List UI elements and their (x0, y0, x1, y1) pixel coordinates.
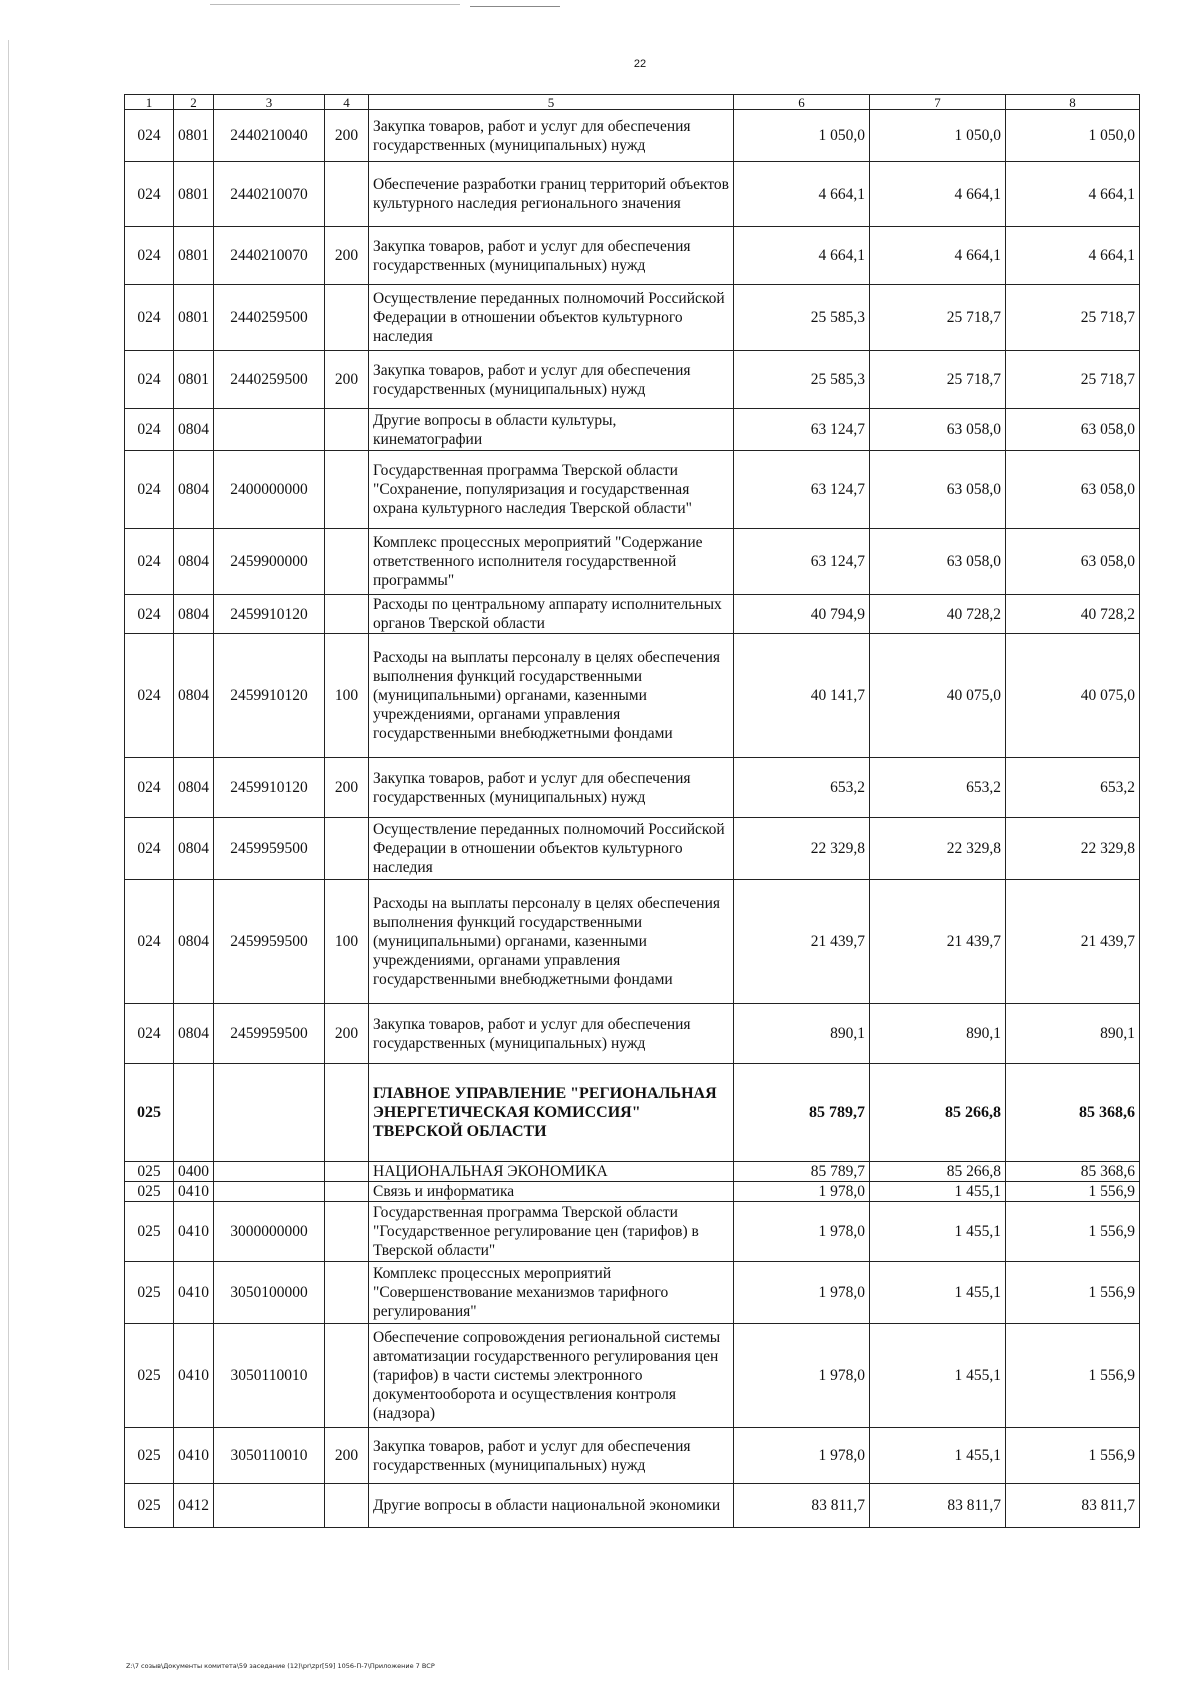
amount-col8-cell: 21 439,7 (1006, 880, 1140, 1004)
section-code-cell: 0804 (174, 451, 214, 529)
file-path-footer: Z:\7 созыв\Документы комитета\59 заседание (12)\pr\zpr[59] 1056-П-7\Приложение 7 ВСР (126, 1662, 435, 1670)
section-code-cell: 0410 (174, 1182, 214, 1202)
amount-col8-cell: 1 556,9 (1006, 1262, 1140, 1324)
description-cell: Закупка товаров, работ и услуг для обеспечения государственных (муниципальных) нужд (369, 227, 734, 285)
agency-code-cell: 025 (125, 1324, 174, 1428)
expense-type-cell: 200 (325, 227, 369, 285)
target-code-cell: 2440210070 (214, 162, 325, 227)
amount-col6-cell: 4 664,1 (734, 227, 870, 285)
expense-type-cell: 100 (325, 880, 369, 1004)
section-code-cell: 0804 (174, 880, 214, 1004)
expense-type-cell: 200 (325, 758, 369, 818)
description-cell: Закупка товаров, работ и услуг для обеспечения государственных (муниципальных) нужд (369, 110, 734, 162)
agency-code-cell: 024 (125, 529, 174, 595)
agency-code-cell: 024 (125, 285, 174, 351)
amount-col7-cell: 890,1 (870, 1004, 1006, 1064)
amount-col8-cell: 40 075,0 (1006, 634, 1140, 758)
expense-type-cell (325, 409, 369, 451)
amount-col7-cell: 63 058,0 (870, 409, 1006, 451)
agency-code-cell: 024 (125, 634, 174, 758)
target-code-cell (214, 1162, 325, 1182)
amount-col6-cell: 83 811,7 (734, 1484, 870, 1528)
target-code-cell: 2440210040 (214, 110, 325, 162)
amount-col8-cell: 1 556,9 (1006, 1202, 1140, 1262)
description-cell: Осуществление переданных полномочий Российской Федерации в отношении объектов культурного наследия (369, 818, 734, 880)
target-code-cell (214, 1484, 325, 1528)
expense-type-cell (325, 162, 369, 227)
budget-table (124, 94, 1140, 1528)
amount-col8-cell: 25 718,7 (1006, 285, 1140, 351)
description-cell: Государственная программа Тверской области "Государственное регулирование цен (тарифов) в Тверской области" (369, 1202, 734, 1262)
agency-code-cell: 024 (125, 880, 174, 1004)
column-header: 5 (369, 95, 734, 110)
amount-col7-cell: 1 455,1 (870, 1182, 1006, 1202)
amount-col6-cell: 22 329,8 (734, 818, 870, 880)
column-header-row (125, 95, 1140, 110)
amount-col6-cell: 40 794,9 (734, 595, 870, 634)
amount-col6-cell: 1 978,0 (734, 1262, 870, 1324)
description-cell: Обеспечение сопровождения региональной системы автоматизации государственного регулирования цен (тарифов) в части системы электронного документооборота и осуществления контроля (надзора) (369, 1324, 734, 1428)
amount-col7-cell: 40 075,0 (870, 634, 1006, 758)
scan-artifact (470, 6, 560, 7)
section-code-cell: 0801 (174, 110, 214, 162)
amount-col7-cell: 1 455,1 (870, 1324, 1006, 1428)
section-code-cell: 0400 (174, 1162, 214, 1182)
target-code-cell (214, 409, 325, 451)
table-row (125, 529, 1140, 595)
agency-code-cell: 024 (125, 451, 174, 529)
amount-col7-cell: 85 266,8 (870, 1162, 1006, 1182)
section-code-cell: 0804 (174, 1004, 214, 1064)
table-row (125, 1162, 1140, 1182)
amount-col7-cell: 1 455,1 (870, 1262, 1006, 1324)
amount-col6-cell: 63 124,7 (734, 529, 870, 595)
amount-col6-cell: 85 789,7 (734, 1064, 870, 1162)
section-code-cell: 0804 (174, 758, 214, 818)
target-code-cell: 3050110010 (214, 1324, 325, 1428)
expense-type-cell: 200 (325, 351, 369, 409)
amount-col6-cell: 25 585,3 (734, 351, 870, 409)
agency-code-cell: 025 (125, 1064, 174, 1162)
table-row (125, 162, 1140, 227)
table-row (125, 1262, 1140, 1324)
target-code-cell: 2440259500 (214, 285, 325, 351)
expense-type-cell (325, 595, 369, 634)
amount-col8-cell: 85 368,6 (1006, 1162, 1140, 1182)
expense-type-cell (325, 1324, 369, 1428)
target-code-cell: 3000000000 (214, 1202, 325, 1262)
amount-col7-cell: 63 058,0 (870, 451, 1006, 529)
agency-code-cell: 025 (125, 1484, 174, 1528)
description-cell: Расходы на выплаты персоналу в целях обеспечения выполнения функций государственными (муниципальными) органами, казенными учреждениями, органами управления государственными внебюджетными фондами (369, 880, 734, 1004)
amount-col6-cell: 25 585,3 (734, 285, 870, 351)
agency-code-cell: 024 (125, 758, 174, 818)
amount-col8-cell: 22 329,8 (1006, 818, 1140, 880)
target-code-cell: 2440210070 (214, 227, 325, 285)
amount-col8-cell: 4 664,1 (1006, 227, 1140, 285)
agency-code-cell: 024 (125, 818, 174, 880)
expense-type-cell (325, 285, 369, 351)
expense-type-cell (325, 451, 369, 529)
table-row (125, 595, 1140, 634)
amount-col8-cell: 890,1 (1006, 1004, 1140, 1064)
expense-type-cell (325, 1064, 369, 1162)
expense-type-cell (325, 1262, 369, 1324)
section-code-cell: 0410 (174, 1262, 214, 1324)
amount-col7-cell: 25 718,7 (870, 285, 1006, 351)
section-code-cell: 0410 (174, 1202, 214, 1262)
table-row (125, 1428, 1140, 1484)
amount-col7-cell: 653,2 (870, 758, 1006, 818)
amount-col7-cell: 63 058,0 (870, 529, 1006, 595)
amount-col6-cell: 1 978,0 (734, 1428, 870, 1484)
amount-col6-cell: 4 664,1 (734, 162, 870, 227)
expense-type-cell: 200 (325, 1004, 369, 1064)
description-cell: Другие вопросы в области культуры, кинематографии (369, 409, 734, 451)
expense-type-cell: 200 (325, 110, 369, 162)
amount-col7-cell: 21 439,7 (870, 880, 1006, 1004)
column-header: 1 (125, 95, 174, 110)
amount-col6-cell: 1 978,0 (734, 1202, 870, 1262)
target-code-cell: 2459910120 (214, 758, 325, 818)
amount-col7-cell: 85 266,8 (870, 1064, 1006, 1162)
section-code-cell: 0804 (174, 595, 214, 634)
target-code-cell: 2459959500 (214, 818, 325, 880)
amount-col6-cell: 21 439,7 (734, 880, 870, 1004)
target-code-cell: 2400000000 (214, 451, 325, 529)
amount-col7-cell: 4 664,1 (870, 227, 1006, 285)
section-code-cell: 0410 (174, 1428, 214, 1484)
agency-code-cell: 025 (125, 1262, 174, 1324)
amount-col6-cell: 1 978,0 (734, 1182, 870, 1202)
description-cell: Закупка товаров, работ и услуг для обеспечения государственных (муниципальных) нужд (369, 351, 734, 409)
scan-artifact (210, 4, 460, 5)
scan-edge-line (8, 40, 9, 1670)
target-code-cell (214, 1064, 325, 1162)
target-code-cell: 2459910120 (214, 634, 325, 758)
amount-col8-cell: 1 556,9 (1006, 1182, 1140, 1202)
column-header: 6 (734, 95, 870, 110)
section-code-cell: 0804 (174, 818, 214, 880)
section-code-cell (174, 1064, 214, 1162)
section-code-cell: 0801 (174, 227, 214, 285)
agency-code-cell: 025 (125, 1202, 174, 1262)
table-row (125, 1004, 1140, 1064)
amount-col8-cell: 1 556,9 (1006, 1428, 1140, 1484)
target-code-cell: 2459910120 (214, 595, 325, 634)
description-cell: Обеспечение разработки границ территорий объектов культурного наследия регионального значения (369, 162, 734, 227)
description-cell: Расходы на выплаты персоналу в целях обеспечения выполнения функций государственными (муниципальными) органами, казенными учреждениями, органами управления государственными внебюджетными фондами (369, 634, 734, 758)
amount-col8-cell: 25 718,7 (1006, 351, 1140, 409)
amount-col7-cell: 83 811,7 (870, 1484, 1006, 1528)
agency-code-cell: 024 (125, 409, 174, 451)
description-cell: Закупка товаров, работ и услуг для обеспечения государственных (муниципальных) нужд (369, 1004, 734, 1064)
agency-code-cell: 025 (125, 1182, 174, 1202)
expense-type-cell (325, 1182, 369, 1202)
amount-col8-cell: 83 811,7 (1006, 1484, 1140, 1528)
section-code-cell: 0801 (174, 285, 214, 351)
description-cell: Закупка товаров, работ и услуг для обеспечения государственных (муниципальных) нужд (369, 758, 734, 818)
description-cell: ГЛАВНОЕ УПРАВЛЕНИЕ "РЕГИОНАЛЬНАЯ ЭНЕРГЕТИЧЕСКАЯ КОМИССИЯ" ТВЕРСКОЙ ОБЛАСТИ (369, 1064, 734, 1162)
expense-type-cell (325, 529, 369, 595)
description-cell: Закупка товаров, работ и услуг для обеспечения государственных (муниципальных) нужд (369, 1428, 734, 1484)
target-code-cell: 3050100000 (214, 1262, 325, 1324)
amount-col7-cell: 1 455,1 (870, 1428, 1006, 1484)
table-row (125, 634, 1140, 758)
amount-col6-cell: 85 789,7 (734, 1162, 870, 1182)
expense-type-cell: 100 (325, 634, 369, 758)
page-number: 22 (633, 58, 647, 70)
table-row (125, 409, 1140, 451)
table-row (125, 1064, 1140, 1162)
table-row (125, 351, 1140, 409)
column-header: 2 (174, 95, 214, 110)
target-code-cell (214, 1182, 325, 1202)
agency-code-cell: 024 (125, 227, 174, 285)
amount-col6-cell: 1 050,0 (734, 110, 870, 162)
column-header: 8 (1006, 95, 1140, 110)
table-row (125, 110, 1140, 162)
expense-type-cell (325, 1162, 369, 1182)
agency-code-cell: 025 (125, 1428, 174, 1484)
table-row (125, 758, 1140, 818)
table-row (125, 818, 1140, 880)
target-code-cell: 3050110010 (214, 1428, 325, 1484)
section-code-cell: 0410 (174, 1324, 214, 1428)
table-row (125, 1182, 1140, 1202)
amount-col7-cell: 25 718,7 (870, 351, 1006, 409)
section-code-cell: 0801 (174, 162, 214, 227)
expense-type-cell (325, 818, 369, 880)
target-code-cell: 2440259500 (214, 351, 325, 409)
description-cell: Другие вопросы в области национальной экономики (369, 1484, 734, 1528)
column-header: 3 (214, 95, 325, 110)
amount-col8-cell: 40 728,2 (1006, 595, 1140, 634)
amount-col8-cell: 63 058,0 (1006, 529, 1140, 595)
amount-col6-cell: 890,1 (734, 1004, 870, 1064)
amount-col8-cell: 4 664,1 (1006, 162, 1140, 227)
section-code-cell: 0804 (174, 529, 214, 595)
table-row (125, 451, 1140, 529)
column-header: 4 (325, 95, 369, 110)
agency-code-cell: 024 (125, 110, 174, 162)
amount-col8-cell: 85 368,6 (1006, 1064, 1140, 1162)
column-header: 7 (870, 95, 1006, 110)
amount-col7-cell: 40 728,2 (870, 595, 1006, 634)
amount-col8-cell: 63 058,0 (1006, 409, 1140, 451)
agency-code-cell: 024 (125, 351, 174, 409)
section-code-cell: 0804 (174, 634, 214, 758)
amount-col6-cell: 1 978,0 (734, 1324, 870, 1428)
expense-type-cell (325, 1202, 369, 1262)
target-code-cell: 2459959500 (214, 880, 325, 1004)
amount-col7-cell: 1 050,0 (870, 110, 1006, 162)
table-row (125, 880, 1140, 1004)
amount-col6-cell: 63 124,7 (734, 409, 870, 451)
amount-col7-cell: 22 329,8 (870, 818, 1006, 880)
amount-col7-cell: 1 455,1 (870, 1202, 1006, 1262)
description-cell: Государственная программа Тверской области "Сохранение, популяризация и государственная охрана культурного наследия Тверской области" (369, 451, 734, 529)
amount-col6-cell: 40 141,7 (734, 634, 870, 758)
table-row (125, 285, 1140, 351)
agency-code-cell: 025 (125, 1162, 174, 1182)
section-code-cell: 0801 (174, 351, 214, 409)
target-code-cell: 2459959500 (214, 1004, 325, 1064)
expense-type-cell: 200 (325, 1428, 369, 1484)
amount-col7-cell: 4 664,1 (870, 162, 1006, 227)
table-row (125, 227, 1140, 285)
agency-code-cell: 024 (125, 1004, 174, 1064)
description-cell: Осуществление переданных полномочий Российской Федерации в отношении объектов культурного наследия (369, 285, 734, 351)
expense-type-cell (325, 1484, 369, 1528)
amount-col8-cell: 63 058,0 (1006, 451, 1140, 529)
agency-code-cell: 024 (125, 595, 174, 634)
description-cell: Связь и информатика (369, 1182, 734, 1202)
description-cell: Комплекс процессных мероприятий "Совершенствование механизмов тарифного регулирования" (369, 1262, 734, 1324)
amount-col8-cell: 1 556,9 (1006, 1324, 1140, 1428)
description-cell: НАЦИОНАЛЬНАЯ ЭКОНОМИКА (369, 1162, 734, 1182)
amount-col6-cell: 63 124,7 (734, 451, 870, 529)
description-cell: Комплекс процессных мероприятий "Содержание ответственного исполнителя государственной программы" (369, 529, 734, 595)
table-row (125, 1324, 1140, 1428)
target-code-cell: 2459900000 (214, 529, 325, 595)
amount-col8-cell: 653,2 (1006, 758, 1140, 818)
amount-col6-cell: 653,2 (734, 758, 870, 818)
amount-col8-cell: 1 050,0 (1006, 110, 1140, 162)
description-cell: Расходы по центральному аппарату исполнительных органов Тверской области (369, 595, 734, 634)
agency-code-cell: 024 (125, 162, 174, 227)
table-row (125, 1202, 1140, 1262)
section-code-cell: 0804 (174, 409, 214, 451)
table-row (125, 1484, 1140, 1528)
section-code-cell: 0412 (174, 1484, 214, 1528)
